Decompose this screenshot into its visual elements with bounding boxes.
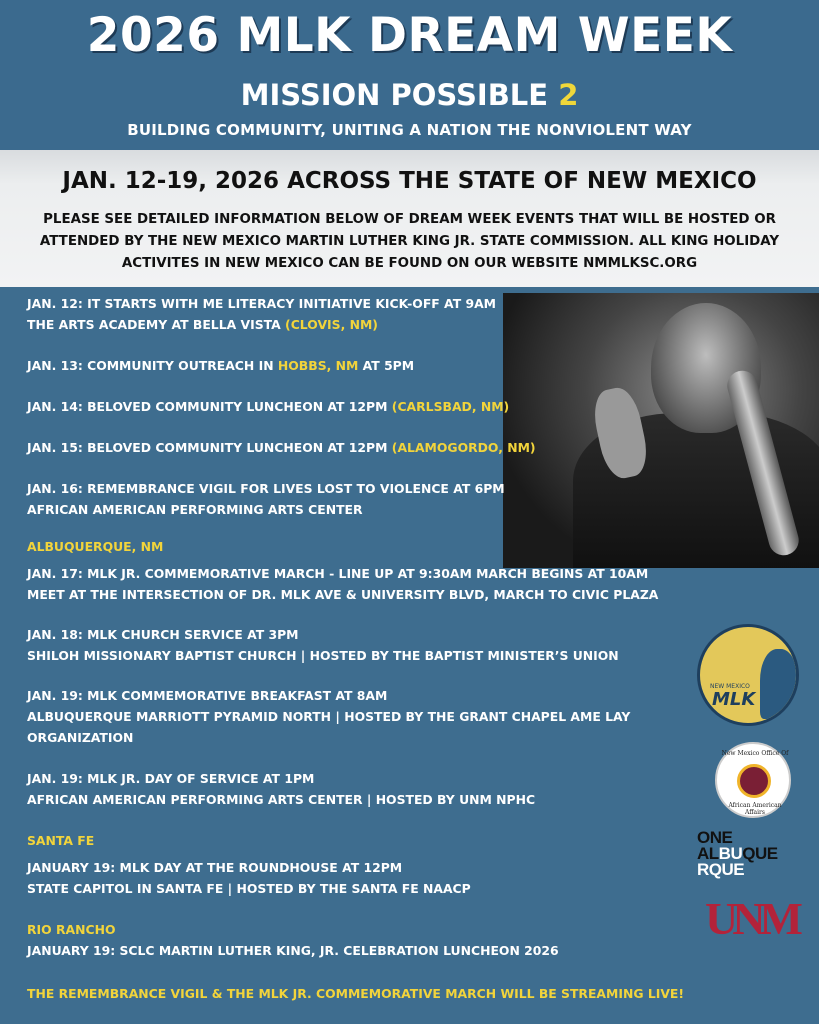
event-jan13-location: HOBBS, NM <box>277 358 359 373</box>
event-jan12-line2 <box>27 317 378 332</box>
section-albuquerque: ALBUQUERQUE, NM <box>27 539 164 554</box>
event-jan19-breakfast-line1: JAN. 19: MLK COMMEMORATIVE BREAKFAST AT 8AM <box>27 688 388 703</box>
event-santa-fe-line2: STATE CAPITOL IN SANTA FE | HOSTED BY THE SANTA FE NAACP <box>27 881 471 896</box>
event-jan18-line1: JAN. 18: MLK CHURCH SERVICE AT 3PM <box>27 627 299 642</box>
section-rio-rancho: RIO RANCHO <box>27 922 116 937</box>
event-jan14-text: JAN. 14: BELOVED COMMUNITY LUNCHEON AT 12PM <box>27 399 388 414</box>
event-jan19-service-line2: AFRICAN AMERICAN PERFORMING ARTS CENTER | HOSTED BY UNM NPHC <box>27 792 536 807</box>
unm-logo: UNM <box>705 893 797 944</box>
one-abq-al: AL <box>697 844 719 863</box>
event-jan19-service-line1: JAN. 19: MLK JR. DAY OF SERVICE AT 1PM <box>27 771 315 786</box>
mlk-photo <box>503 293 819 568</box>
page-title: 2026 MLK DREAM WEEK <box>86 8 733 63</box>
mlk-bust-icon <box>760 649 798 719</box>
event-jan14-location: (CARLSBAD, NM) <box>391 399 510 414</box>
nm-mlk-commission-logo <box>697 624 799 726</box>
intro-text: PLEASE SEE DETAILED INFORMATION BELOW OF DREAM WEEK EVENTS THAT WILL BE HOSTED OR ATTENDED BY THE NEW MEXICO MARTIN LUTHER KING JR. STATE COMMISSION. ALL KING HOLIDAY ACTIVITES IN NEW MEXICO CAN BE FOUND ON OUR WEBSITE NMMLKSC.ORG <box>39 212 780 271</box>
event-jan16-line1: JAN. 16: REMEMBRANCE VIGIL FOR LIVES LOST TO VIOLENCE AT 6PM <box>27 481 505 496</box>
subtitle-number: 2 <box>558 78 579 112</box>
office-logo-top: New Mexico Office Of <box>721 750 789 757</box>
section-santa-fe: SANTA FE <box>27 833 95 848</box>
office-logo-bottom: African American Affairs <box>728 802 782 816</box>
event-jan13 <box>27 358 414 373</box>
one-abq-bu: BU <box>718 844 743 863</box>
zia-seal-icon <box>737 764 771 798</box>
header-banner <box>0 0 819 150</box>
one-abq-rque: RQUE <box>697 860 745 879</box>
event-jan17-line1: JAN. 17: MLK JR. COMMEMORATIVE MARCH - LINE UP AT 9:30AM MARCH BEGINS AT 10AM <box>27 566 649 581</box>
event-jan13-time: AT 5PM <box>362 358 415 373</box>
event-jan15-location: (ALAMOGORDO, NM) <box>391 440 536 455</box>
streaming-note: THE REMEMBRANCE VIGIL & THE MLK JR. COMMEMORATIVE MARCH WILL BE STREAMING LIVE! <box>27 986 685 1001</box>
event-jan15-text: JAN. 15: BELOVED COMMUNITY LUNCHEON AT 12PM <box>27 440 388 455</box>
one-albuquerque-logo <box>697 830 797 878</box>
one-abq-one: ONE <box>697 828 733 847</box>
subtitle <box>0 78 819 112</box>
event-jan17-line2: MEET AT THE INTERSECTION OF DR. MLK AVE & UNIVERSITY BLVD, MARCH TO CIVIC PLAZA <box>27 587 659 602</box>
event-jan16-line2: AFRICAN AMERICAN PERFORMING ARTS CENTER <box>27 502 363 517</box>
event-jan12-line1: JAN. 12: IT STARTS WITH ME LITERACY INITIATIVE KICK-OFF AT 9AM <box>27 296 496 311</box>
nm-office-african-american-affairs-logo <box>715 742 791 818</box>
date-band <box>0 150 819 287</box>
event-rio-rancho: JANUARY 19: SCLC MARTIN LUTHER KING, JR. CELEBRATION LUNCHEON 2026 <box>27 943 559 958</box>
tagline: BUILDING COMMUNITY, UNITING A NATION THE NONVIOLENT WAY <box>127 121 692 139</box>
event-jan18-line2: SHILOH MISSIONARY BAPTIST CHURCH | HOSTED BY THE BAPTIST MINISTER’S UNION <box>27 648 619 663</box>
event-jan12-location: (CLOVIS, NM) <box>285 317 378 332</box>
event-jan13-text: JAN. 13: COMMUNITY OUTREACH IN <box>27 358 274 373</box>
subtitle-text: MISSION POSSIBLE <box>240 78 549 112</box>
event-jan12-venue: THE ARTS ACADEMY AT BELLA VISTA <box>27 317 281 332</box>
date-heading: JAN. 12-19, 2026 ACROSS THE STATE OF NEW MEXICO <box>62 168 757 194</box>
event-santa-fe-line1: JANUARY 19: MLK DAY AT THE ROUNDHOUSE AT 12PM <box>27 860 403 875</box>
event-jan15 <box>27 440 536 455</box>
event-jan19-breakfast-line3: ORGANIZATION <box>27 730 134 745</box>
mlk-logo-text: MLK <box>712 689 756 710</box>
event-jan14 <box>27 399 509 414</box>
one-abq-que: QUE <box>742 844 778 863</box>
event-jan19-breakfast-line2: ALBUQUERQUE MARRIOTT PYRAMID NORTH | HOSTED BY THE GRANT CHAPEL AME LAY <box>27 709 631 724</box>
mlk-logo-subtext: NEW MEXICO <box>710 683 750 690</box>
